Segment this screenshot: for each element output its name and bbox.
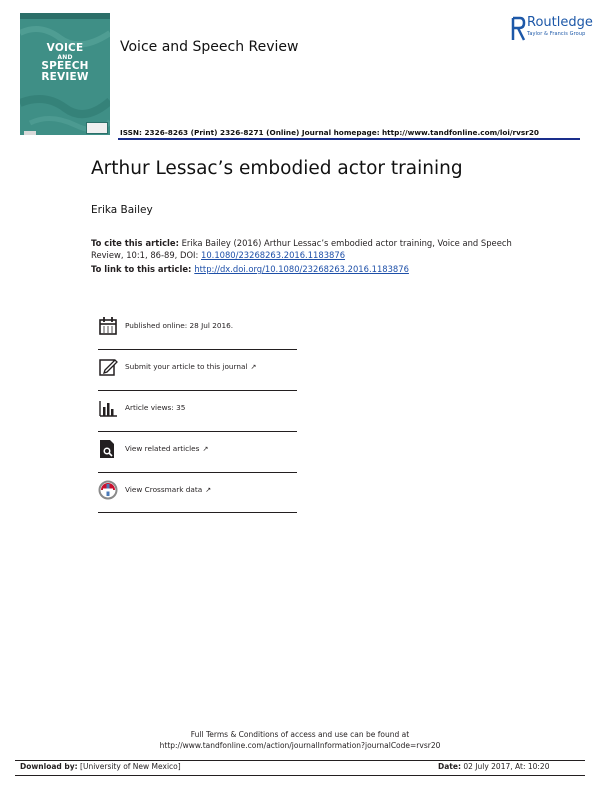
publisher-name: Routledge <box>527 15 593 30</box>
calendar-icon <box>98 316 118 336</box>
article-title: Arthur Lessac’s embodied actor training <box>91 158 463 179</box>
cite-label: To cite this article: <box>91 238 179 248</box>
item-divider <box>98 431 297 432</box>
cover-corner-mark <box>24 131 36 135</box>
date-value: 02 July 2017, At: 10:20 <box>460 762 550 771</box>
item-divider <box>98 512 297 513</box>
crossmark-link[interactable] <box>125 485 211 494</box>
journal-homepage-link[interactable]: http://www.tandfonline.com/loi/rvsr20 <box>381 128 539 137</box>
related-articles-label: View related articles <box>125 444 200 453</box>
publisher-tagline: Taylor & Francis Group <box>527 31 586 37</box>
submit-article-item[interactable] <box>98 357 298 398</box>
cover-title-voice: VOICE <box>46 42 84 54</box>
related-articles-item[interactable] <box>98 439 298 480</box>
header-rule <box>118 138 580 140</box>
submit-article-link[interactable] <box>125 362 256 371</box>
downloaded-by <box>20 762 181 771</box>
journal-cover-image <box>20 13 110 135</box>
cover-badge <box>86 122 108 134</box>
item-divider <box>98 390 297 391</box>
date-label: Date: <box>438 762 461 771</box>
journal-name[interactable]: Voice and Speech Review <box>120 39 299 55</box>
issn-line <box>120 128 539 137</box>
cover-title-review: REVIEW <box>41 71 89 83</box>
external-link-icon: ↗ <box>202 445 209 453</box>
download-date <box>438 762 549 771</box>
routledge-logo-icon <box>510 16 526 42</box>
item-divider <box>98 472 297 473</box>
search-document-icon <box>98 439 118 459</box>
crossmark-item[interactable] <box>98 480 298 521</box>
article-views-item <box>98 398 298 439</box>
citation-block <box>91 237 521 275</box>
external-link-icon: ↗ <box>250 363 257 371</box>
external-link-icon: ↗ <box>205 486 212 494</box>
cover-title-speech: SPEECH <box>41 60 89 72</box>
article-author[interactable]: Erika Bailey <box>91 204 153 216</box>
cite-text: Erika Bailey (2016) Arthur Lessac’s embodied actor training, Voice and Speech Review, 10:1, 86-89, DOI: <box>91 238 512 260</box>
cite-line <box>91 237 521 261</box>
edit-icon <box>98 357 118 377</box>
submit-article-label: Submit your article to this journal <box>125 362 248 371</box>
doi-link[interactable]: 10.1080/23268263.2016.1183876 <box>201 250 346 260</box>
published-online-item <box>98 316 298 357</box>
bar-chart-icon <box>98 398 118 418</box>
cover-title-and: AND <box>57 54 73 61</box>
terms-line: Full Terms & Conditions of access and use can be found at <box>190 730 410 739</box>
cover-title <box>20 43 110 83</box>
crossmark-icon <box>98 480 118 500</box>
crossmark-label: View Crossmark data <box>125 485 203 494</box>
downloaded-value: [University of New Mexico] <box>77 762 181 771</box>
link-line <box>91 263 521 275</box>
published-online-label: Published online: 28 Jul 2016. <box>125 321 234 330</box>
article-views-label: Article views: 35 <box>125 403 186 412</box>
terms-url-link[interactable]: http://www.tandfonline.com/action/journalInformation?journalCode=rvsr20 <box>159 741 441 750</box>
article-url-link[interactable]: http://dx.doi.org/10.1080/23268263.2016.1183876 <box>194 264 409 274</box>
link-label: To link to this article: <box>91 264 195 274</box>
related-articles-link[interactable] <box>125 444 208 453</box>
downloaded-label: Download by: <box>20 762 78 771</box>
issn-text: ISSN: 2326-8263 (Print) 2326-8271 (Online) Journal homepage: <box>120 128 380 137</box>
terms-block <box>0 729 600 751</box>
item-divider <box>98 349 297 350</box>
